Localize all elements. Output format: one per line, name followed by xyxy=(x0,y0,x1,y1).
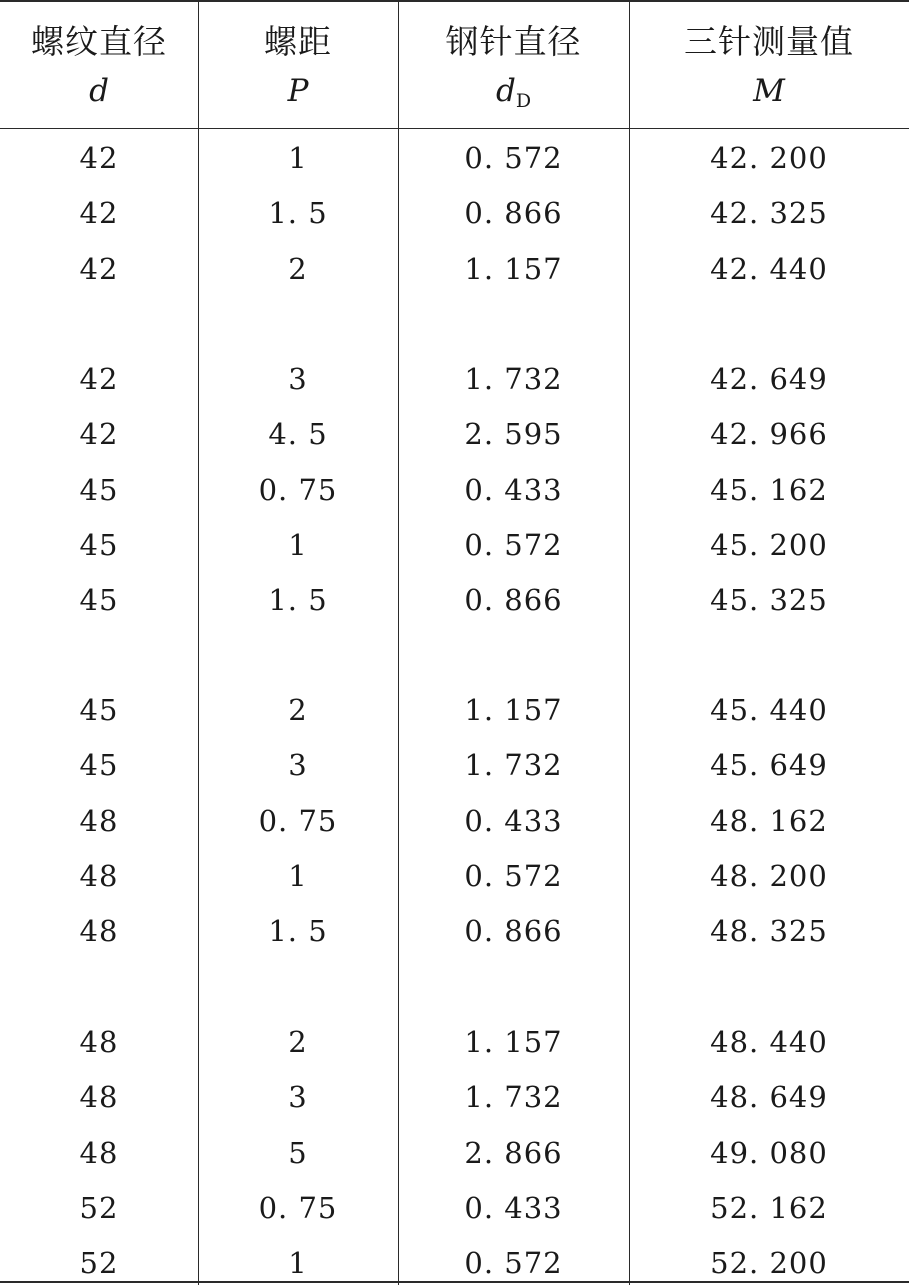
table-cell: 48. 162 xyxy=(710,803,828,838)
table-cell: 45. 200 xyxy=(710,527,828,562)
table-row xyxy=(0,1186,909,1230)
table-row xyxy=(0,909,909,953)
header-symbol: P xyxy=(287,73,309,109)
table-cell: 45 xyxy=(79,527,119,562)
table-cell: 49. 080 xyxy=(710,1135,828,1170)
table-cell: 42. 966 xyxy=(710,417,828,452)
table-cell: 45 xyxy=(79,693,119,727)
table-row xyxy=(0,357,909,401)
table-cell: 0. 433 xyxy=(464,1190,563,1225)
table-cell: 3 xyxy=(288,748,308,783)
table-cell: 1. 157 xyxy=(464,1025,563,1059)
header-three-wire-value xyxy=(629,2,909,129)
table-cell: 42. 325 xyxy=(710,196,828,231)
table-cell: 48 xyxy=(79,1025,119,1059)
table-cell: 42. 649 xyxy=(710,362,828,396)
table-cell: 48. 325 xyxy=(710,914,828,949)
header-wire-diameter xyxy=(398,2,629,129)
table-row xyxy=(0,523,909,567)
table-cell: 3 xyxy=(288,362,308,396)
header-symbol-subscript: D xyxy=(515,90,532,112)
table-cell: 2. 595 xyxy=(464,417,563,452)
table-cell: 0. 572 xyxy=(464,141,563,175)
table-cell: 45 xyxy=(79,472,119,507)
table-cell: 1 xyxy=(288,527,308,562)
table-cell: 52 xyxy=(79,1246,119,1281)
table-cell: 1. 157 xyxy=(464,693,563,727)
table-row xyxy=(0,1020,909,1064)
table-cell: 1. 157 xyxy=(464,251,563,286)
table-cell: 42 xyxy=(79,362,119,396)
table-cell: 52. 200 xyxy=(710,1246,828,1281)
table-cell: 45. 649 xyxy=(710,748,828,783)
table-cell: 1. 732 xyxy=(464,1080,563,1115)
table-cell: 45. 162 xyxy=(710,472,828,507)
table-row xyxy=(0,1131,909,1175)
table-cell: 1. 5 xyxy=(268,583,328,618)
table-cell: 1. 5 xyxy=(268,914,328,949)
table-cell: 42. 440 xyxy=(710,251,828,286)
table-cell: 1 xyxy=(288,1246,308,1281)
table-row xyxy=(0,1075,909,1119)
header-symbol: M xyxy=(753,73,785,109)
table-cell: 0. 572 xyxy=(464,527,563,562)
table-row xyxy=(0,136,909,180)
table-cell: 48. 200 xyxy=(710,858,828,893)
table-header xyxy=(0,2,909,129)
header-pitch xyxy=(198,2,398,129)
table-cell: 1. 732 xyxy=(464,362,563,396)
table-row xyxy=(0,412,909,456)
table-cell: 42 xyxy=(79,196,119,231)
table-cell: 3 xyxy=(288,1080,308,1115)
table-cell: 48. 649 xyxy=(710,1080,828,1115)
table-row xyxy=(0,688,909,732)
table-cell: 42 xyxy=(79,417,119,452)
table-cell: 1. 5 xyxy=(268,196,328,231)
table-cell: 5 xyxy=(288,1135,308,1170)
table-cell: 2 xyxy=(288,693,308,727)
table-cell: 0. 572 xyxy=(464,858,563,893)
table-cell: 45. 440 xyxy=(710,693,828,727)
table-cell: 0. 75 xyxy=(258,472,338,507)
table-row xyxy=(0,854,909,898)
table-cell: 52 xyxy=(79,1190,119,1225)
table-cell: 48 xyxy=(79,1080,119,1115)
table-cell: 0. 866 xyxy=(464,583,563,618)
table-cell: 45 xyxy=(79,748,119,783)
table-row xyxy=(0,743,909,787)
table-cell: 45 xyxy=(79,583,119,618)
table-row xyxy=(0,247,909,291)
table-cell: 48 xyxy=(79,1135,119,1170)
table-cell: 0. 75 xyxy=(258,1190,338,1225)
table-row xyxy=(0,578,909,622)
table-cell: 0. 433 xyxy=(464,472,563,507)
header-label: 三针测量值 xyxy=(684,22,854,61)
table-cell: 0. 866 xyxy=(464,914,563,949)
table-cell: 1 xyxy=(288,141,308,175)
column-divider xyxy=(629,2,630,1285)
table-cell: 4. 5 xyxy=(268,417,328,452)
header-label: 钢针直径 xyxy=(445,22,582,61)
table-cell: 48 xyxy=(79,858,119,893)
table-cell: 42 xyxy=(79,251,119,286)
header-symbol: $d_D$ xyxy=(495,73,532,112)
header-label: 螺纹直径 xyxy=(31,22,167,61)
table-cell: 48. 440 xyxy=(710,1025,828,1059)
table-cell: 0. 433 xyxy=(464,803,563,838)
table-cell: 1 xyxy=(288,858,308,893)
table-row xyxy=(0,1241,909,1285)
table-row xyxy=(0,468,909,512)
table-row xyxy=(0,799,909,843)
column-divider xyxy=(198,2,199,1285)
table-cell: 0. 75 xyxy=(258,803,338,838)
table-cell: 0. 866 xyxy=(464,196,563,231)
table-cell: 48 xyxy=(79,914,119,949)
table-cell: 42. 200 xyxy=(710,141,828,175)
header-symbol: d xyxy=(89,73,109,109)
table-cell: 1. 732 xyxy=(464,748,563,783)
header-thread-diameter xyxy=(0,2,198,129)
table-cell: 42 xyxy=(79,141,119,175)
header-label: 螺距 xyxy=(264,22,332,61)
table-cell: 2. 866 xyxy=(464,1135,563,1170)
table-cell: 45. 325 xyxy=(710,583,828,618)
table-row xyxy=(0,191,909,235)
column-divider xyxy=(398,2,399,1285)
table-cell: 2 xyxy=(288,1025,308,1059)
table-cell: 2 xyxy=(288,251,308,286)
table-cell: 0. 572 xyxy=(464,1246,563,1281)
table-cell: 48 xyxy=(79,803,119,838)
table-cell: 52. 162 xyxy=(710,1190,828,1225)
